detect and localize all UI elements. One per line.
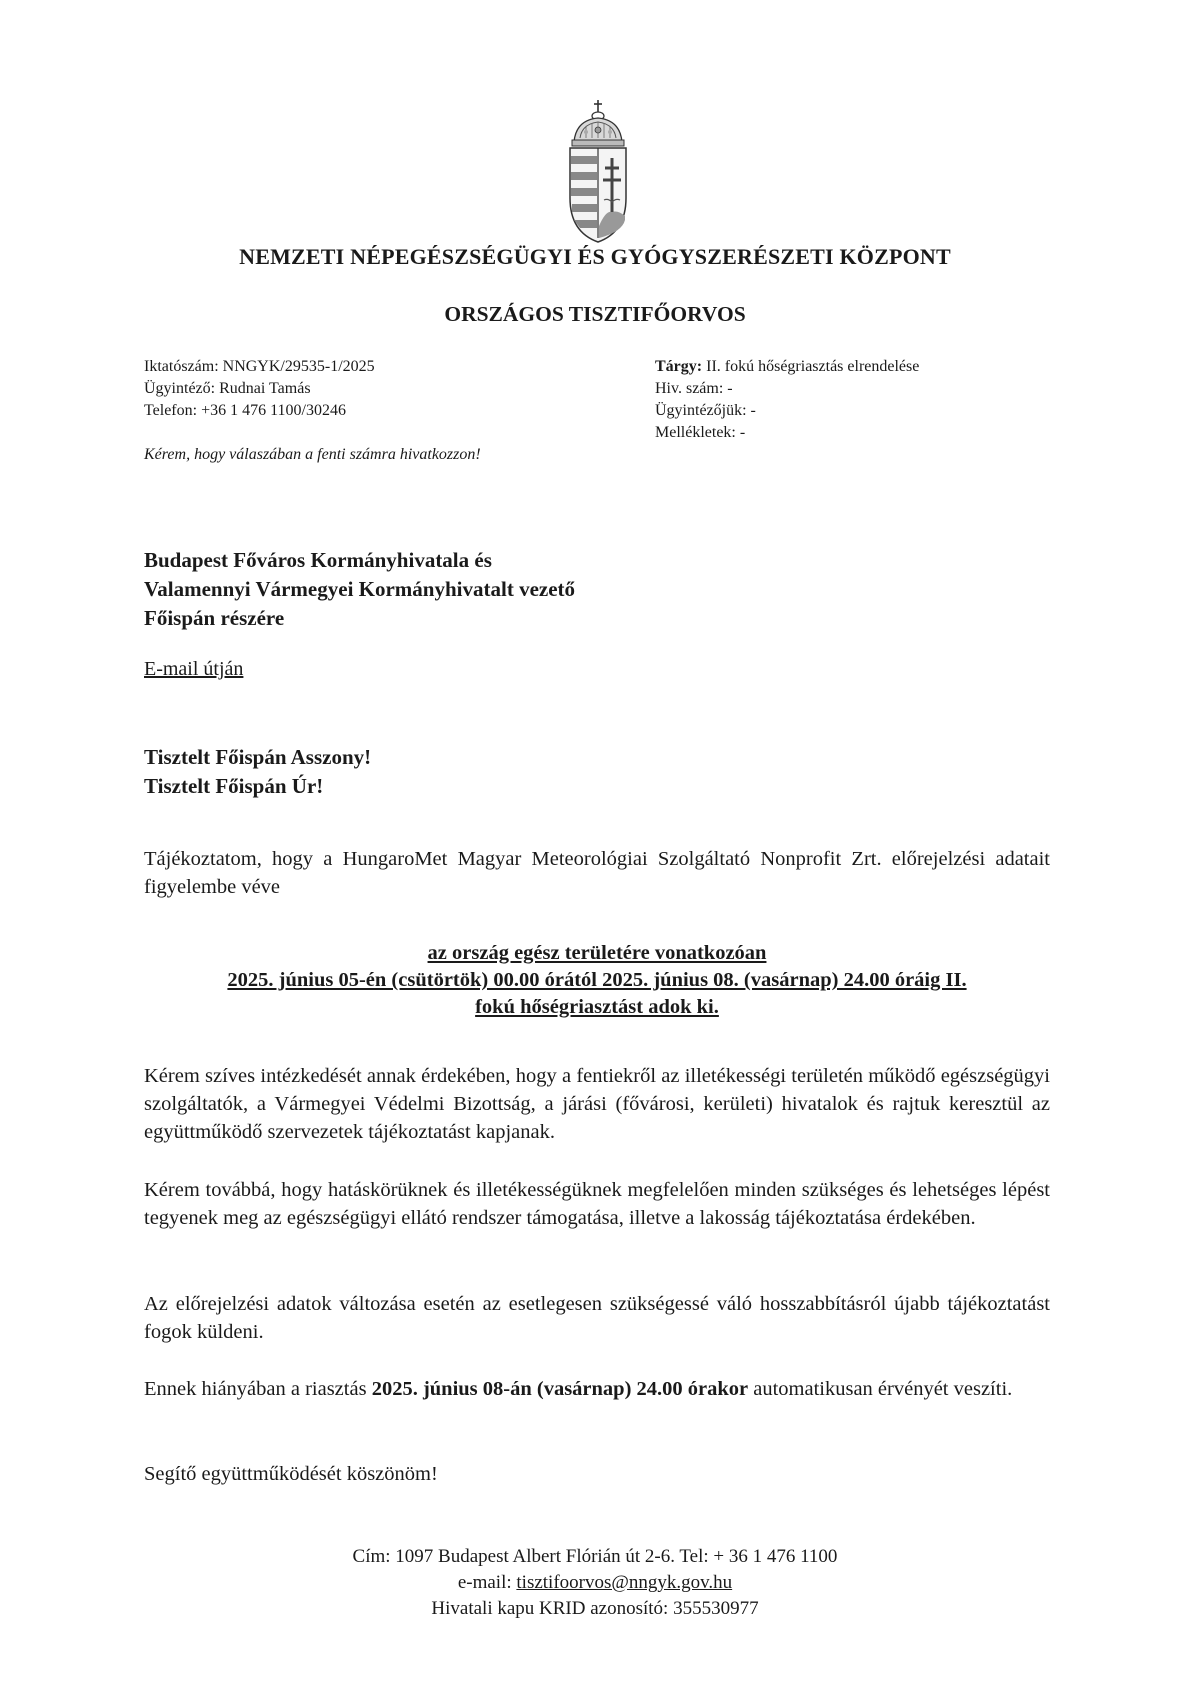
footer-email-link[interactable]: tisztifoorvos@nngyk.gov.hu	[516, 1572, 733, 1593]
decision-line: fokú hőségriasztást adok ki.	[475, 996, 719, 1018]
closing-paragraph: Segítő együttműködését köszönöm!	[144, 1463, 438, 1485]
hungarian-coat-of-arms-icon	[566, 98, 630, 246]
subject-value: II. fokú hőségriasztás elrendelése	[702, 358, 920, 375]
their-reference: Hiv. szám: -	[655, 380, 733, 397]
recipient-line: Főispán részére	[144, 606, 285, 630]
salutation-line: Tisztelt Főispán Úr!	[144, 774, 324, 798]
paragraph-text: automatikusan érvényét veszíti.	[748, 1378, 1013, 1400]
footer-email-label: e-mail:	[457, 1572, 517, 1593]
phone-number: Telefon: +36 1 476 1100/30246	[144, 402, 346, 419]
footer-krid: Hivatali kapu KRID azonosító: 355530977	[431, 1598, 759, 1619]
salutation-block	[144, 743, 371, 801]
body-paragraph: Az előrejelzési adatok változása esetén az esetlegesen szükségessé váló hosszabbításról újabb tájékoztatást fogok küldeni.	[144, 1293, 1050, 1343]
decision-statement	[144, 940, 1050, 1021]
salutation-line: Tisztelt Főispán Asszony!	[144, 745, 372, 769]
decision-line: 2025. június 05-én (csütörtök) 00.00 órától 2025. június 08. (vasárnap) 24.00 óráig II.	[227, 969, 967, 991]
attachments: Mellékletek: -	[655, 424, 746, 441]
footer	[0, 1544, 1190, 1622]
decision-line: az ország egész területére vonatkozóan	[427, 942, 767, 964]
reference-number: Iktatószám: NNGYK/29535-1/2025	[144, 358, 375, 375]
office-title: ORSZÁGOS TISZTIFŐORVOS	[444, 302, 746, 326]
paragraph-text: Ennek hiányában a riasztás	[144, 1378, 372, 1400]
body-paragraph: Kérem szíves intézkedését annak érdekében, hogy a fentiekről az illetékességi területén működő egészségügyi szolgáltatók, a Vármegyei Védelmi Bizottság, a járási (fővárosi, kerületi) hivatalok és rajtuk keresztül az együttműködő szervezetek tájékoztatást kapjanak.	[144, 1065, 1050, 1143]
body-paragraph	[144, 1375, 1050, 1403]
their-officer: Ügyintézőjük: -	[655, 402, 756, 419]
delivery-method: E-mail útján	[144, 658, 244, 680]
recipient-line: Valamennyi Vármegyei Kormányhivatalt vezető	[144, 577, 576, 601]
subject-block	[655, 356, 919, 444]
footer-email-line	[0, 1570, 1190, 1596]
case-officer: Ügyintéző: Rudnai Tamás	[144, 380, 311, 397]
organization-name: NEMZETI NÉPEGÉSZSÉGÜGYI ÉS GYÓGYSZERÉSZETI KÖZPONT	[239, 244, 951, 269]
body-paragraph: Kérem továbbá, hogy hatáskörüknek és illetékességüknek megfelelően minden szükséges és lehetséges lépést tegyenek meg az egészségügyi ellátó rendszer támogatása, illetve a lakosság tájékoztatása érdekében.	[144, 1179, 1050, 1229]
recipient-line: Budapest Főváros Kormányhivatala és	[144, 548, 492, 572]
recipient-block	[144, 546, 575, 633]
reply-note: Kérem, hogy válaszában a fenti számra hivatkozzon!	[144, 446, 481, 463]
reference-block	[144, 356, 375, 422]
subject-line	[655, 356, 919, 378]
footer-address: Cím: 1097 Budapest Albert Flórián út 2-6. Tel: + 36 1 476 1100	[352, 1546, 838, 1567]
subject-label: Tárgy:	[655, 358, 703, 375]
intro-paragraph: Tájékoztatom, hogy a HungaroMet Magyar Meteorológiai Szolgáltató Nonprofit Zrt. előrejelzési adatait figyelembe véve	[144, 848, 1050, 898]
expiry-time: 2025. június 08-án (vasárnap) 24.00 órakor	[371, 1378, 749, 1400]
